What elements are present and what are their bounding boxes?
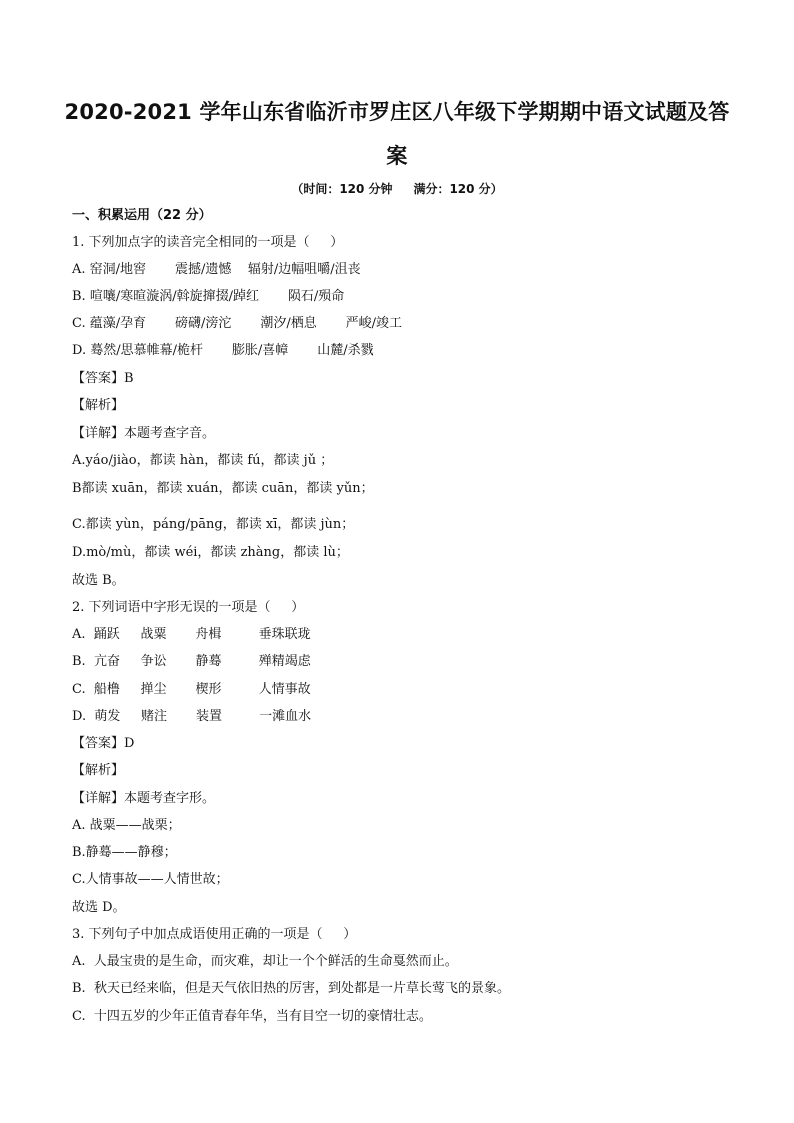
q3-stem: 3. 下列句子中加点成语使用正确的一项是（ ） — [72, 927, 357, 942]
q2-option-a: A. 踊跃 战粟 舟楫 垂珠联珑 — [72, 627, 311, 642]
q2-explain-a: A. 战粟——战栗； — [72, 818, 181, 833]
q2-detail: 【详解】本题考查字形。 — [72, 791, 216, 806]
q2-conclusion: 故选 D。 — [72, 900, 126, 915]
q1-explain-c: C.都读 yùn，páng/pāng，都读 xī，都读 jùn； — [72, 517, 355, 532]
q1-answer: 【答案】B — [72, 371, 134, 386]
q3-option-a: A. 人最宝贵的是生命，而灾难，却让一个个鲜活的生命戛然而止。 — [72, 954, 458, 969]
q1-explain-a: A.yáo/jiào，都读 hàn，都读 fú，都读 jǔ ； — [72, 453, 334, 468]
q2-answer: 【答案】D — [72, 736, 135, 751]
q1-analysis-label: 【解析】 — [72, 398, 125, 413]
q2-explain-c: C.人情事故——人情世故； — [72, 872, 229, 887]
q1-option-d: D. 蓦然/思慕帷幕/桅杆 膨胀/喜幛 山麓/杀戮 — [72, 343, 374, 358]
document-title-line-1: 2020-2021 学年山东省临沂市罗庄区八年级下学期期中语文试题及答 — [64, 100, 730, 124]
document-title-line-2: 案 — [386, 144, 408, 168]
q1-explain-d: D.mò/mù，都读 wéi，都读 zhàng，都读 lù； — [72, 545, 349, 560]
q1-stem: 1. 下列加点字的读音完全相同的一项是（ ） — [72, 235, 344, 250]
q3-option-c: C. 十四五岁的少年正值青春年华，当有目空一切的豪情壮志。 — [72, 1009, 432, 1024]
q1-option-b: B. 喧嚷/寒暄漩涡/斡旋撺掇/踔红 陨石/殒命 — [72, 289, 345, 304]
q2-analysis-label: 【解析】 — [72, 763, 125, 778]
q2-option-c: C. 船橹 掸尘 楔形 人情事故 — [72, 682, 311, 697]
section-heading: 一、积累运用（22 分） — [72, 208, 212, 223]
q2-stem: 2. 下列词语中字形无误的一项是（ ） — [72, 600, 305, 615]
q1-explain-b: B都读 xuān，都读 xuán，都读 cuān，都读 yǔn； — [72, 481, 374, 496]
q1-option-a: A. 窑洞/地窖 震撼/遗憾 辐射/边幅咀嚼/沮丧 — [72, 262, 361, 277]
q3-option-b: B. 秋天已经来临，但是天气依旧热的厉害，到处都是一片草长莺飞的景象。 — [72, 981, 510, 996]
q2-explain-b: B.静蓦——静穆； — [72, 845, 177, 860]
q1-option-c: C. 蕴藻/孕育 磅礴/滂沱 潮汐/栖息 严峻/竣工 — [72, 316, 403, 331]
q2-option-d: D. 萌发 赌注 装置 一滩血水 — [72, 709, 312, 724]
exam-time-score: （时间：120 分钟 满分：120 分） — [291, 182, 503, 196]
q1-detail: 【详解】本题考查字音。 — [72, 426, 216, 441]
q2-option-b: B. 亢奋 争讼 静蓦 殚精竭虑 — [72, 654, 311, 669]
q1-conclusion: 故选 B。 — [72, 573, 125, 588]
